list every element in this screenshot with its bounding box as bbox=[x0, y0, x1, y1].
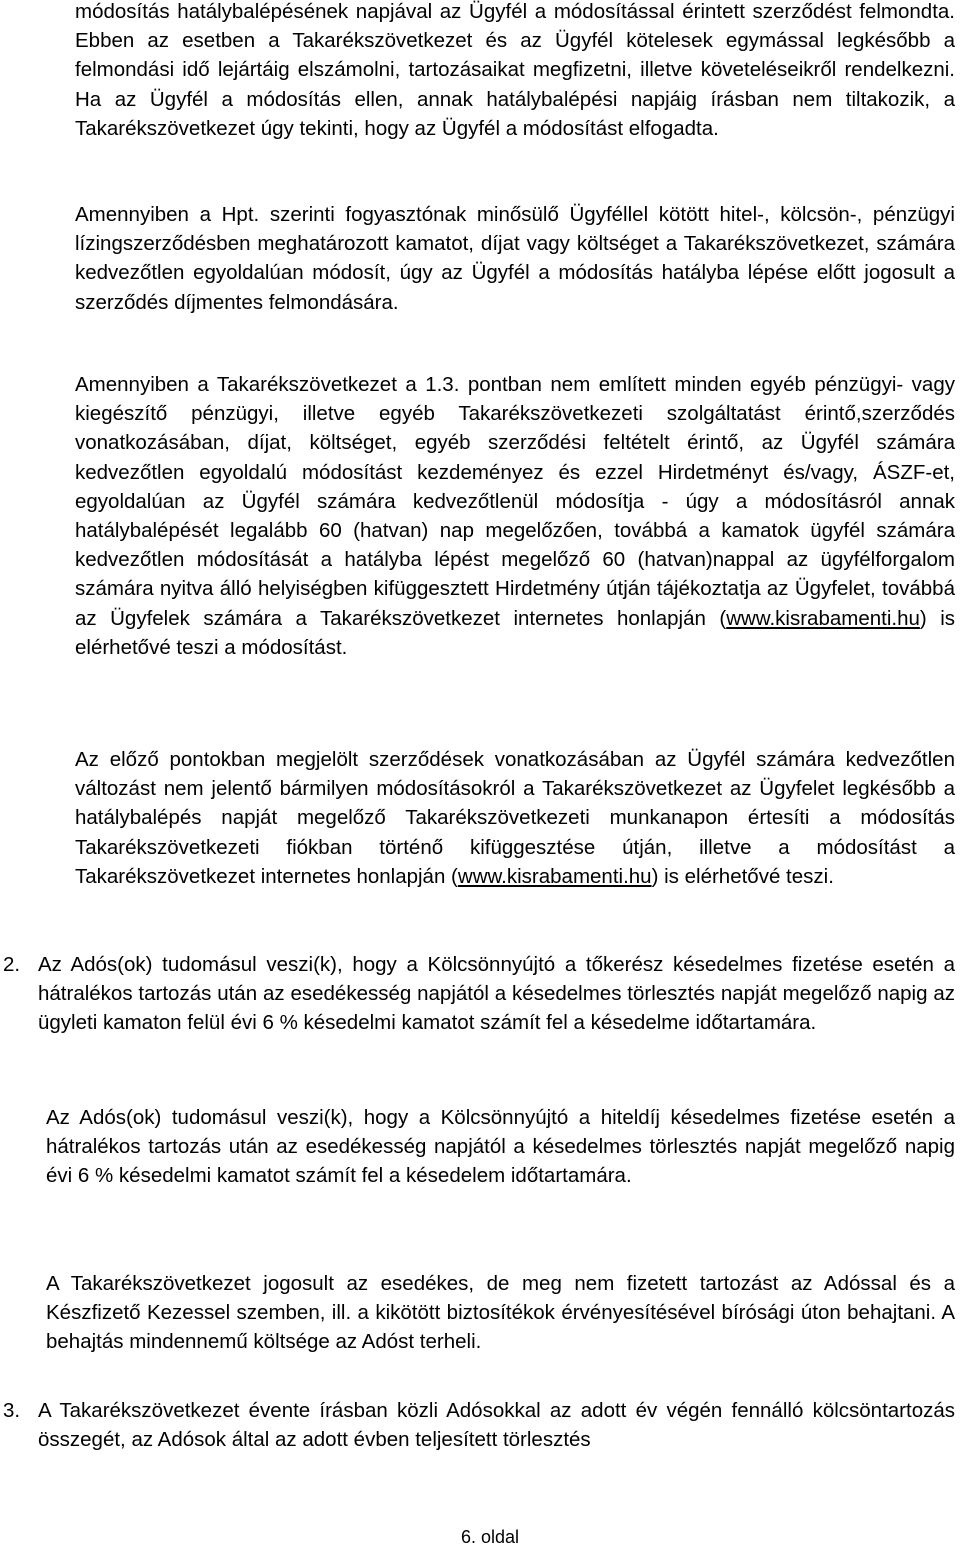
other-services-paragraph bbox=[75, 370, 955, 662]
favorable-changes-text: Az előző pontokban megjelölt szerződések vonatkozásában az Ügyfél számára kedvezőtlen változást nem jelentő bármilyen módosításokról a Takarékszövetkezet az Ügyfelet legkésőbb a hatálybalépés napját megelőző Takarékszövetkezeti munkanapon értesíti a módosítás Takarékszövetkezeti fiókban történő kifüggesztése útján, illetve a módosítást a Takarékszövetkezet internetes honlapján ( bbox=[75, 748, 955, 888]
page-number: 6. oldal bbox=[460, 1527, 520, 1547]
item-2-number: 2. bbox=[3, 953, 21, 976]
item-2-sub-paragraph-1: Az Adós(ok) tudomásul veszi(k), hogy a Kölcsönnyújtó a hiteldíj késedelmes fizetése esetén a hátralékos tartozás után az esedékesség napjától a késedelmes törlesztés napját megelőző napig évi 6 % késedelmi kamatot számít fel a késedelem időtartamára. bbox=[46, 1106, 955, 1188]
website-link[interactable]: www.kisrabamenti.hu bbox=[726, 606, 920, 630]
item-2-sub-paragraph-2: A Takarékszövetkezet jogosult az esedékes, de meg nem fizetett tartozást az Adóssal és a Készfizető Kezessel szemben, ill. a kikötött biztosítékok érvényesítésével bírósági úton behajtani. A behajtás mindennemű költsége az Adóst terheli. bbox=[46, 1272, 955, 1354]
item-3-text: A Takarékszövetkezet évente írásban közli Adósokkal az adott év végén fennálló kölcsöntartozás összegét, az Adósok által az adott évben teljesített törlesztés bbox=[38, 1399, 955, 1452]
intro-paragraph: módosítás hatálybalépésének napjával az Ügyfél a módosítással érintett szerződést felmondta. Ebben az esetben a Takarékszövetkezet és az Ügyfél kötelesek egymással legkésőbb a felmondási idő lejártáig elszámolni, tartozásaikat megfizetni, illetve követeléseikről rendelkezni. Ha az Ügyfél a módosítás ellen, annak hatálybalépési napjáig írásban nem tiltakozik, a Takarékszövetkezet úgy tekinti, hogy az Ügyfél a módosítást elfogadta. bbox=[75, 0, 955, 140]
hpt-paragraph: Amennyiben a Hpt. szerinti fogyasztónak minősülő Ügyféllel kötött hitel-, kölcsön-, pénzügyi lízingszerződésben meghatározott kamatot, díjat vagy költséget a Takarékszövetkezet, számára kedvezőtlen egyoldalúan módosít, úgy az Ügyfél a módosítás hatályba lépése előtt jogosult a szerződés díjmentes felmondására. bbox=[75, 203, 955, 314]
favorable-changes-paragraph bbox=[75, 745, 955, 891]
website-link[interactable]: www.kisrabamenti.hu bbox=[457, 864, 652, 888]
item-3-number: 3. bbox=[3, 1399, 21, 1422]
other-services-text-end: ) is elérhetővé teszi a módosítást. bbox=[75, 606, 955, 659]
other-services-text: Amennyiben a Takarékszövetkezet a 1.3. pontban nem említett minden egyéb pénzügyi- vagy kiegészítő pénzügyi, illetve egyéb Takarékszövetkezeti szolgáltatást érintő,szerződés vonatkozásában, díjat, költséget, egyéb szerződési feltételt érintő, az Ügyfél számára kedvezőtlen egyoldalú módosítást kezdeményez és ezzel Hirdetményt és/vagy, ÁSZF-et, egyoldalúan az Ügyfél számára kedvezőtlenül módosítja - úgy a módosításról annak hatálybalépését legalább 60 (hatvan) nap megelőzően, továbbá a kamatok ügyfél számára kedvezőtlen módosítását a hatályba lépést megelőző 60 (hatvan)nappal az ügyfélforgalom számára nyitva álló helyiségben kifüggesztett Hirdetmény útján tájékoztatja az Ügyfelet, továbbá az Ügyfelek számára a Takarékszövetkezet internetes honlapján ( bbox=[75, 373, 955, 630]
favorable-changes-text-end: ) is elérhetővé teszi. bbox=[651, 864, 834, 888]
item-2-text: Az Adós(ok) tudomásul veszi(k), hogy a Kölcsönnyújtó a tőkerész késedelmes fizetése esetén a hátralékos tartozás után az esedékesség napjától a késedelmes törlesztés napját megelőző napig az ügyleti kamaton felül évi 6 % késedelmi kamatot számít fel a késedelme időtartamára. bbox=[38, 953, 955, 1035]
